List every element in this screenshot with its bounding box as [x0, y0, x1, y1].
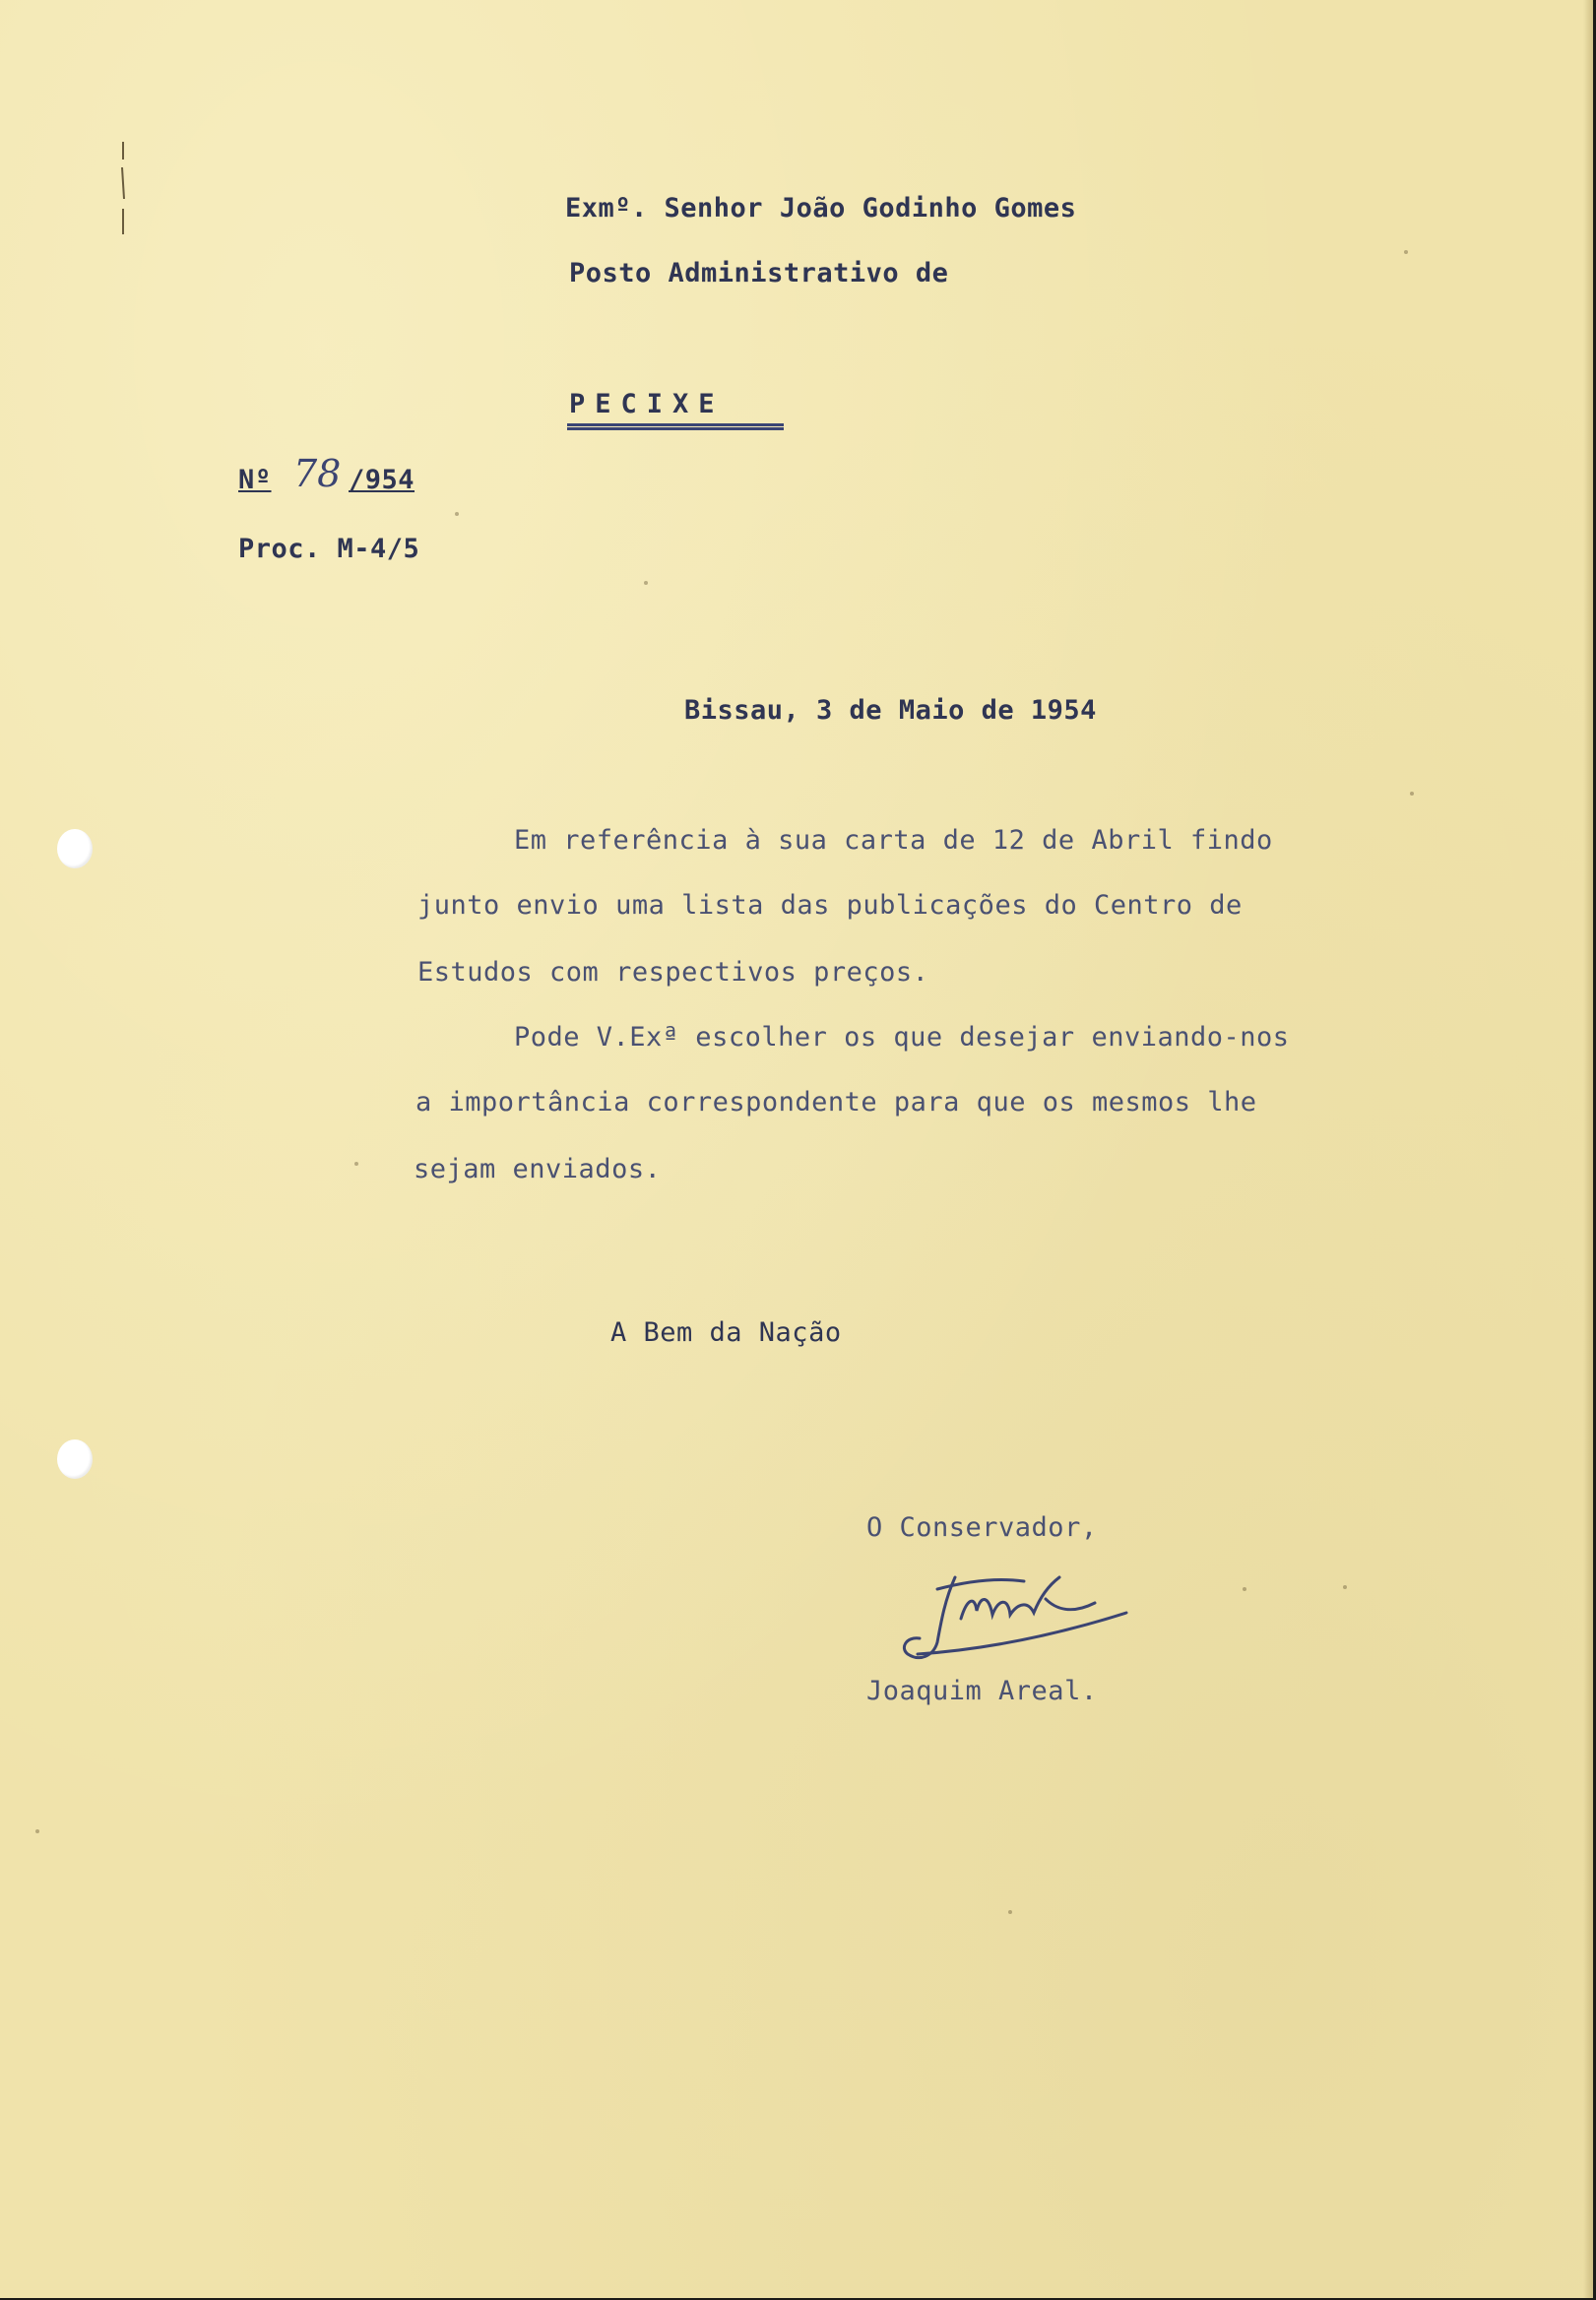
paper-speck [1404, 250, 1408, 254]
body-line-4: Pode V.Exª escolher os que desejar enviando-nos [514, 1022, 1290, 1053]
paper-speck [644, 581, 648, 585]
paper-edge-shadow [1583, 0, 1593, 2298]
body-line-1: Em referência à sua carta de 12 de Abril findo [514, 825, 1273, 856]
signatory-name: Joaquim Areal. [866, 1676, 1098, 1706]
addressee-place: PECIXE [569, 389, 725, 419]
addressee-line-2: Posto Administrativo de [569, 258, 949, 288]
paper-speck [455, 512, 459, 516]
reference-handwritten-number: 78 [293, 452, 342, 495]
process-reference: Proc. M-4/5 [238, 534, 420, 564]
paper-speck [1343, 1585, 1347, 1589]
punch-hole-bottom [57, 1439, 93, 1479]
signatory-title: O Conservador, [866, 1512, 1098, 1543]
place-double-underline [567, 423, 784, 430]
punch-hole-top [57, 829, 93, 868]
staple-mark [120, 140, 126, 238]
body-line-2: junto envio uma lista das publicações do Centro de [417, 890, 1243, 921]
paper-speck [1410, 792, 1414, 796]
reference-prefix: Nº [238, 465, 272, 495]
paper-speck [35, 1829, 39, 1833]
body-line-6: sejam enviados. [414, 1154, 662, 1184]
closing-salutation: A Bem da Nação [610, 1317, 842, 1348]
body-line-3: Estudos com respectivos preços. [417, 957, 929, 988]
reference-year: /954 [349, 465, 415, 495]
paper-speck [1008, 1910, 1012, 1914]
addressee-line-1: Exmº. Senhor João Godinho Gomes [565, 193, 1077, 224]
place-and-date: Bissau, 3 de Maio de 1954 [684, 695, 1097, 726]
paper-speck [354, 1162, 358, 1166]
handwritten-signature [898, 1560, 1134, 1668]
body-line-5: a importância correspondente para que os mesmos lhe [415, 1087, 1257, 1118]
paper-speck [1243, 1587, 1246, 1591]
